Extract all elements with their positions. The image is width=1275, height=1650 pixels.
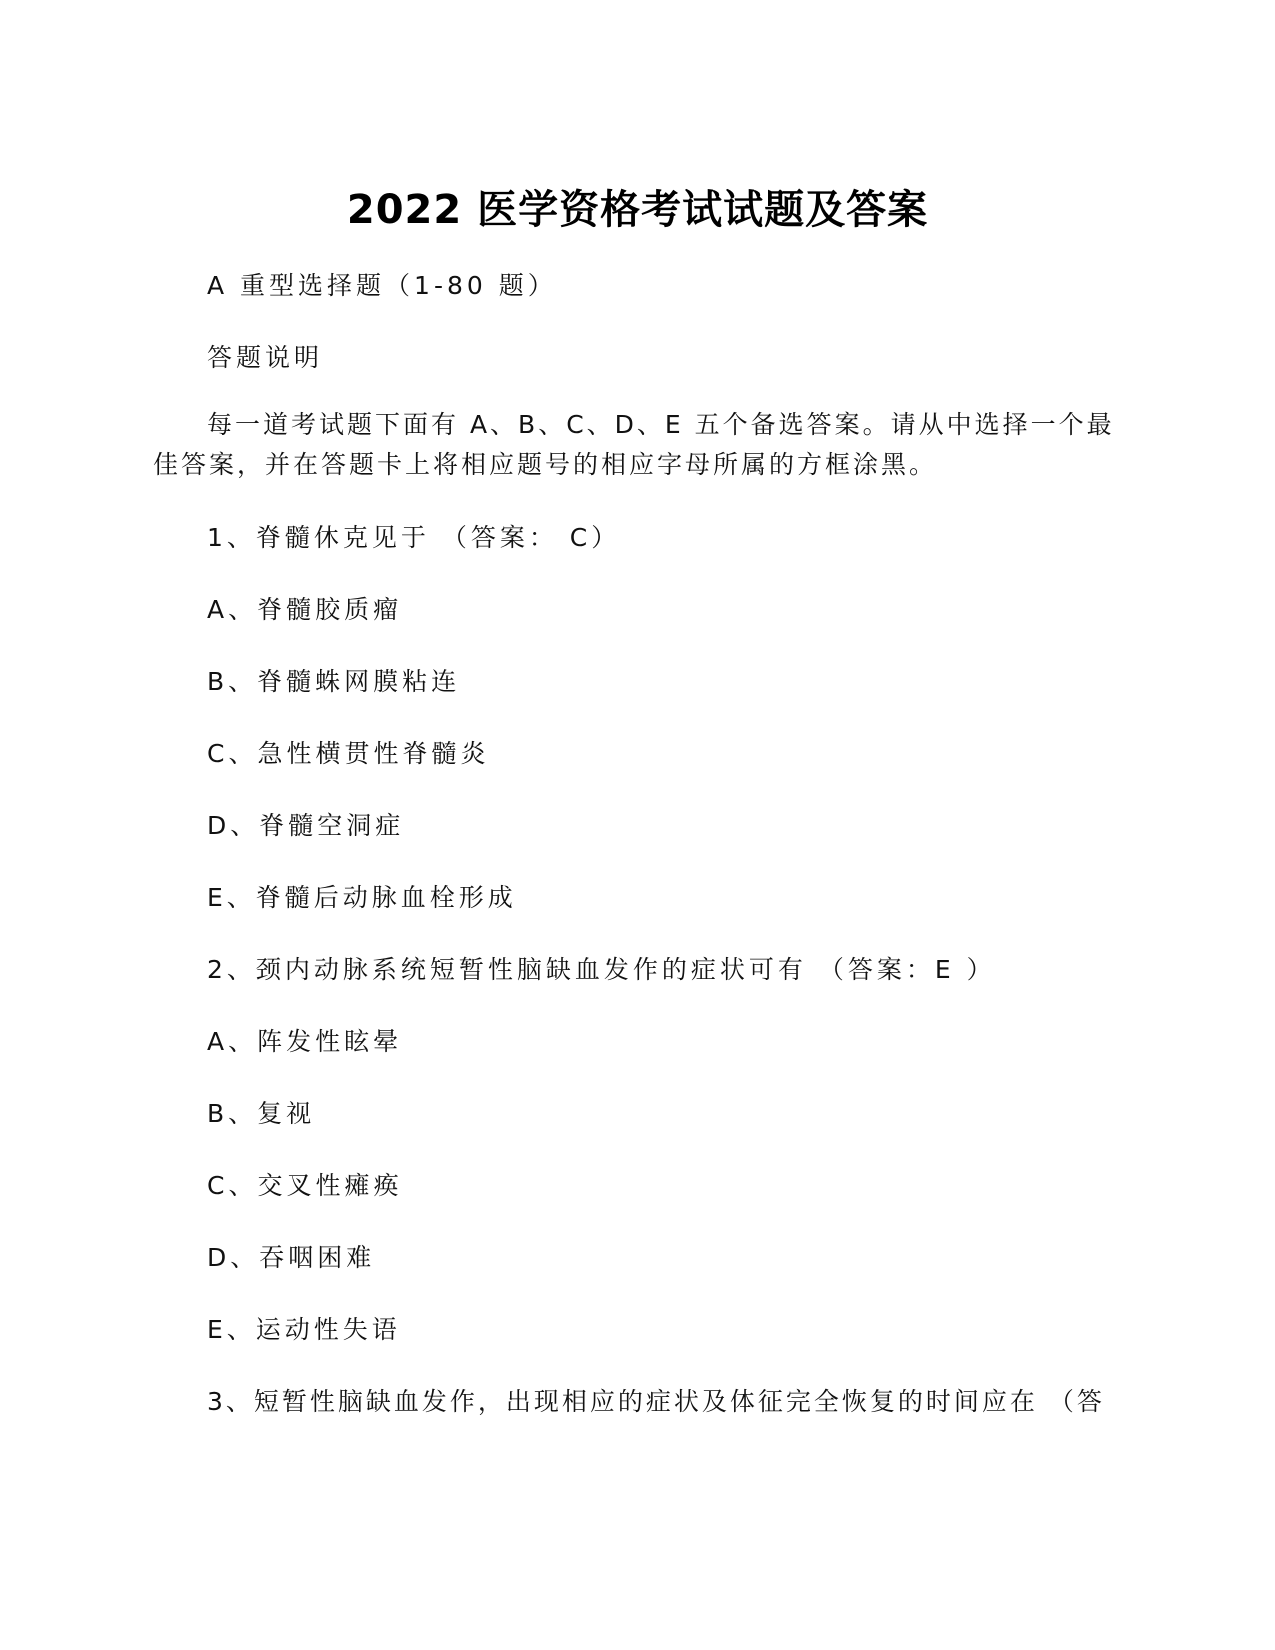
question-1-option-e: E、脊髓后动脉血栓形成: [207, 883, 517, 912]
instructions-label: 答题说明: [207, 343, 324, 372]
question-2-stem: 2、颈内动脉系统短暂性脑缺血发作的症状可有 （答案：E ）: [207, 955, 996, 984]
document-title: 2022 医学资格考试试题及答案: [346, 187, 929, 233]
question-3-stem: 3、短暂性脑缺血发作，出现相应的症状及体征完全恢复的时间应在 （答: [207, 1387, 1105, 1416]
question-1-option-a: A、脊髓胶质瘤: [207, 595, 403, 624]
question-1-option-c: C、急性横贯性脊髓炎: [207, 739, 490, 768]
question-2-option-b: B、复视: [207, 1099, 316, 1128]
question-1-option-b: B、脊髓蛛网膜粘连: [207, 667, 461, 696]
question-1-stem: 1、脊髓休克见于 （答案： C）: [207, 523, 621, 552]
instructions-text: 每一道考试题下面有 A、B、C、D、E 五个备选答案。请从中选择一个最佳答案，并在答题卡上将相应题号的相应字母所属的方框涂黑。: [153, 410, 1115, 479]
question-2-option-c: C、交叉性瘫痪: [207, 1171, 403, 1200]
question-1-option-d: D、脊髓空洞症: [207, 811, 405, 840]
section-heading: A 重型选择题（1-80 题）: [207, 271, 557, 300]
question-2-option-a: A、阵发性眩晕: [207, 1027, 403, 1056]
question-2-option-e: E、运动性失语: [207, 1315, 401, 1344]
question-2-option-d: D、吞咽困难: [207, 1243, 376, 1272]
